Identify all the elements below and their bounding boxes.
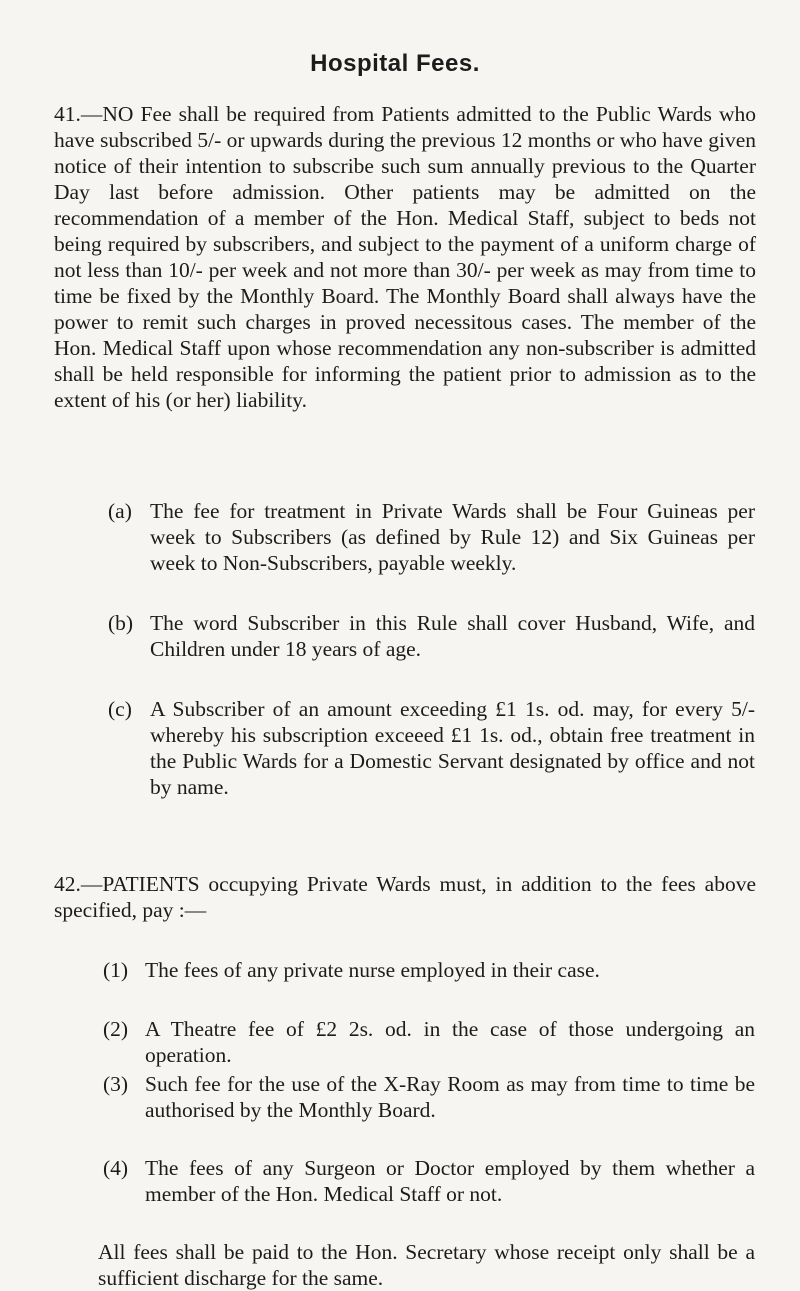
item-mark: (3) [103,1072,129,1096]
rule-41-sub-c [108,696,755,800]
item-text: A Theatre fee of £2 2s. od. in the case of those undergoing an operation. [145,1017,755,1067]
rule-42-item-4 [103,1155,755,1207]
rule-41-number: 41. [54,102,81,126]
rule-42-item-3 [103,1071,755,1123]
item-mark: (2) [103,1017,129,1041]
rule-41-sub-b [108,610,755,662]
closing-paragraph: All fees shall be paid to the Hon. Secretary whose receipt only shall be a sufficient discharge for the same. [98,1240,755,1290]
rule-42-text: —PATIENTS occupying Private Wards must, in addition to the fees above specified, pay :— [54,872,756,922]
item-text: The fees of any Surgeon or Doctor employed by them whether a member of the Hon. Medical Staff or not. [145,1156,755,1206]
rule-42-item-1 [103,957,755,983]
rule-42-paragraph [54,871,756,923]
rule-41-text: —NO Fee shall be required from Patients admitted to the Public Wards who have subscribed 5/- or upwards during the previous 12 months or who have given notice of their intention to subscribe such sum annually previous to the Quarter Day last before admission. Other patients may be admitted on the recommendation of a member of the Hon. Medical Staff, subject to beds not being required by subscribers, and subject to the payment of a uniform charge of not less than 10/- per week and not more than 30/- per week as may from time to time be fixed by the Monthly Board. The Monthly Board shall always have the power to remit such charges in proved necessitous cases. The member of the Hon. Medical Staff upon whose recommendation any non-subscriber is admitted shall be held responsible for informing the patient prior to admission as to the extent of his (or her) liability. [54,102,756,412]
rule-41-paragraph [54,101,756,413]
sub-mark: (b) [108,611,134,635]
sub-mark: (a) [108,499,132,523]
rule-42-item-2 [103,1016,755,1068]
page-heading: Hospital Fees. [310,50,480,77]
item-mark: (1) [103,958,129,982]
sub-text: The fee for treatment in Private Wards shall be Four Guineas per week to Subscribers (as defined by Rule 12) and Six Guineas per week to Non-Subscribers, payable weekly. [150,499,755,575]
sub-mark: (c) [108,697,132,721]
rule-41-sub-a [108,498,755,576]
sub-text: The word Subscriber in this Rule shall cover Husband, Wife, and Children under 18 years of age. [150,611,755,661]
rule-42-number: 42. [54,872,81,896]
item-mark: (4) [103,1156,129,1180]
sub-text: A Subscriber of an amount exceeding £1 1s. od. may, for every 5/- whereby his subscription exceeed £1 1s. od., obtain free treatment in the Public Wards for a Domestic Servant designated by office and not by name. [150,697,755,799]
item-text: The fees of any private nurse employed in their case. [145,958,600,982]
item-text: Such fee for the use of the X-Ray Room as may from time to time be authorised by the Monthly Board. [145,1072,755,1122]
